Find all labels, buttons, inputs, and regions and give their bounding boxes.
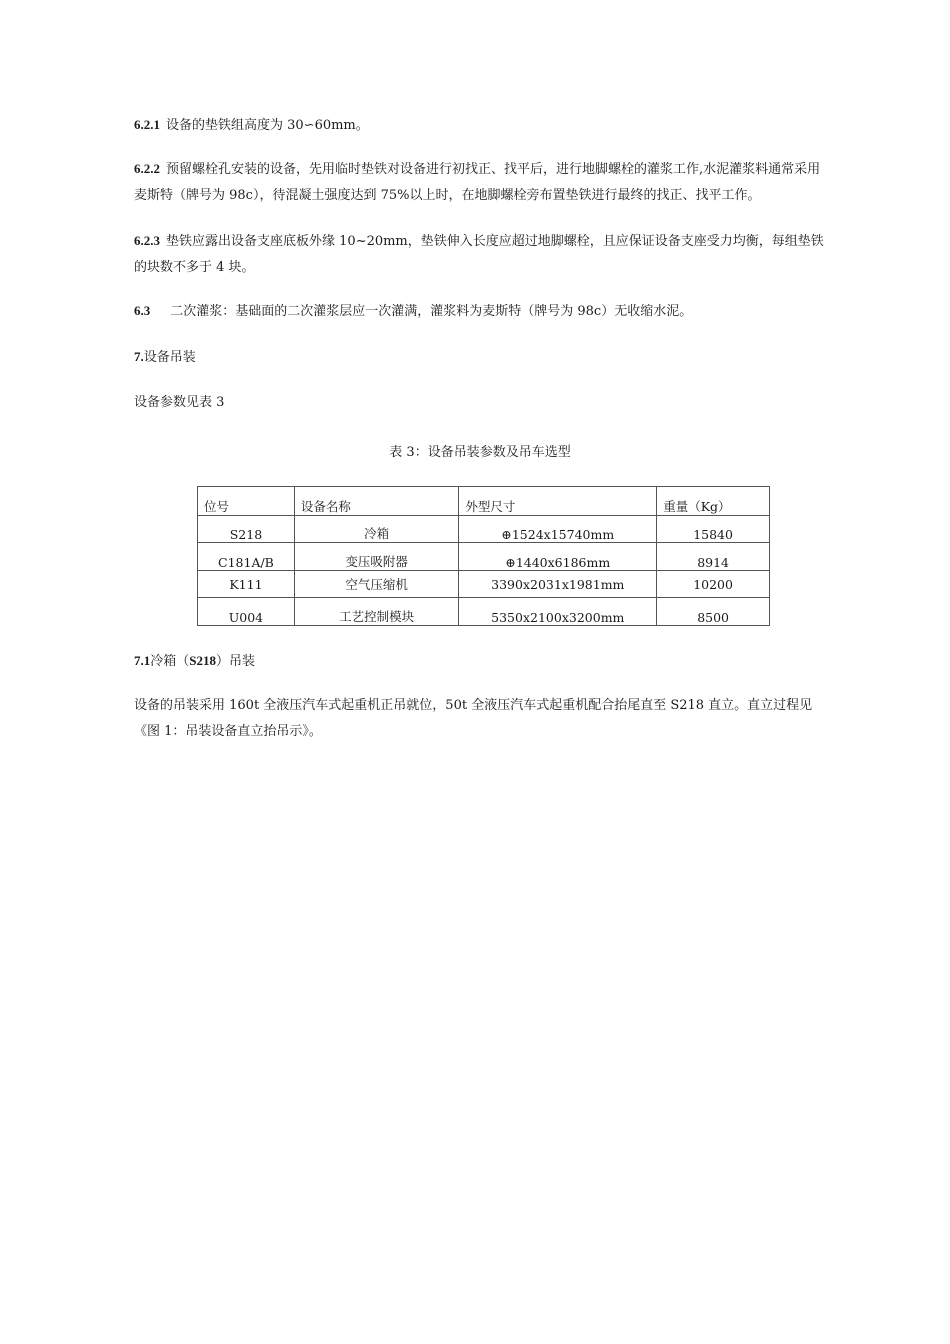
heading-7-1	[134, 648, 826, 675]
table-row	[198, 598, 770, 626]
table-row	[198, 571, 770, 598]
paragraph-6-2-3	[134, 228, 826, 281]
heading-text: 设备吊装	[143, 350, 196, 365]
table-cell: 8500	[657, 598, 770, 626]
paragraph-text: 设备的垫铁组高度为 30∽60mm。	[166, 118, 369, 133]
table-cell: 3390x2031x1981mm	[459, 571, 657, 598]
equipment-table	[197, 486, 770, 626]
section-number: 6.2.1	[134, 117, 160, 132]
table-caption: 表 3：设备吊装参数及吊车选型	[389, 445, 571, 460]
table-cell: 10200	[657, 571, 770, 598]
table-row	[198, 543, 770, 571]
paragraph-6-2-1	[134, 112, 826, 139]
table-row	[198, 516, 770, 543]
table-cell: U004	[198, 598, 295, 626]
heading-text-bold: S218	[189, 653, 216, 668]
section-number: 7.	[134, 349, 144, 364]
table-cell: ⊕1440x6186mm	[459, 543, 657, 571]
header-cell: 设备名称	[294, 487, 458, 516]
table-cell: K111	[198, 571, 295, 598]
table-cell: 冷箱	[294, 516, 458, 543]
table-cell: 工艺控制模块	[294, 598, 458, 626]
table-cell: 8914	[657, 543, 770, 571]
table-cell: ⊕1524x15740mm	[459, 516, 657, 543]
heading-text-post: ）吊装	[216, 654, 256, 669]
header-cell: 重量（Kg）	[657, 487, 770, 516]
table-cell: 空气压缩机	[294, 571, 458, 598]
section-number: 6.3	[134, 303, 151, 318]
table-cell: C181A/B	[198, 543, 295, 571]
paragraph-intro: 设备参数见表 3	[134, 395, 225, 410]
paragraph-7-1: 设备的吊装采用 160t 全液压汽车式起重机正吊就位，50t 全液压汽车式起重机配合抬尾直至 S218 直立。直立过程见《图 1：吊装设备直立抬吊示》。	[134, 698, 813, 739]
table-cell: 5350x2100x3200mm	[459, 598, 657, 626]
paragraph-text: 预留螺栓孔安装的设备，先用临时垫铁对设备进行初找正、找平后，进行地脚螺栓的灌浆工作,水泥灌浆料通常采用麦斯特（牌号为 98c），待混凝土强度达到 75%以上时，在地脚螺栓旁布置垫铁进行最终的找正、找平工作。	[134, 162, 821, 203]
header-cell: 位号	[198, 487, 295, 516]
header-cell: 外型尺寸	[459, 487, 657, 516]
paragraph-text: 垫铁应露出设备支座底板外缘 10~20mm，垫铁伸入长度应超过地脚螺栓，且应保证设备支座受力均衡，每组垫铁的块数不多于 4 块。	[134, 234, 824, 275]
paragraph-6-3	[134, 298, 826, 325]
paragraph-text: 二次灌浆：基础面的二次灌浆层应一次灌满，灌浆料为麦斯特（牌号为 98c）无收缩水泥。	[170, 304, 693, 319]
table-header-row	[198, 487, 770, 516]
section-number: 6.2.2	[134, 161, 160, 176]
table-cell: S218	[198, 516, 295, 543]
heading-text-pre: 冷箱（	[150, 654, 190, 669]
heading-7	[134, 344, 826, 371]
section-number: 7.1	[134, 653, 151, 668]
paragraph-6-2-2	[134, 156, 826, 209]
section-number: 6.2.3	[134, 233, 160, 248]
table-cell: 15840	[657, 516, 770, 543]
table-cell: 变压吸附器	[294, 543, 458, 571]
